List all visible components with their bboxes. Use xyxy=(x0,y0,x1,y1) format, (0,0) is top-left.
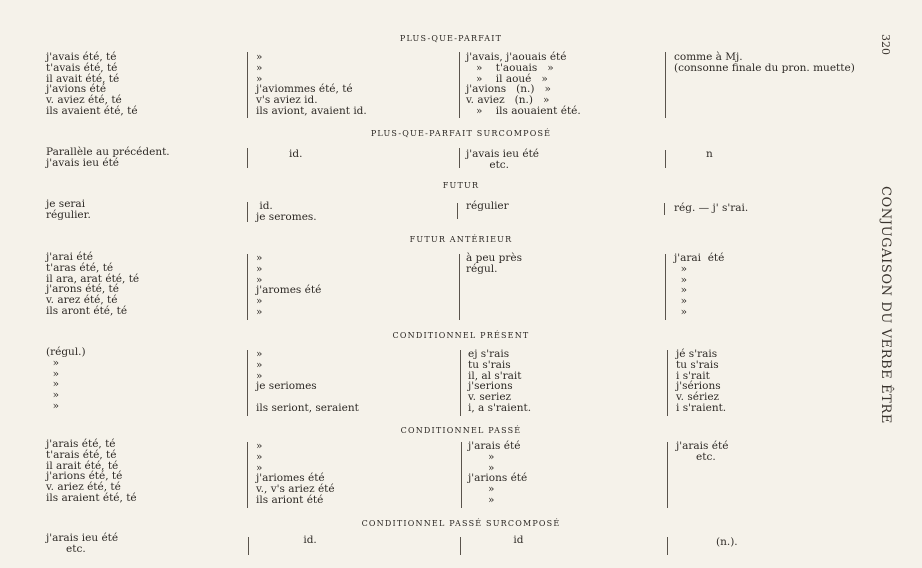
col-4-text: jé s'rais tu s'rais i s'rait j'sérions v. sériez i s'raient. xyxy=(676,348,727,414)
column-rule xyxy=(247,202,248,222)
column-rule xyxy=(460,537,461,555)
column-rule xyxy=(461,442,462,508)
column-rule xyxy=(247,350,248,416)
section-title: FUTUR ANTÉRIEUR xyxy=(409,235,513,244)
running-title: CONJUGAISON DU VERBE ÊTRE xyxy=(878,186,893,424)
col-2-text: » » » j'aromes été » » xyxy=(256,252,322,318)
col-2-text: » » » je seriomes ils seriont, seraient xyxy=(256,348,359,414)
column-rule xyxy=(667,350,668,416)
col-1-text: j'arais ieu été etc. xyxy=(46,532,119,555)
page-number: 320 xyxy=(879,34,892,55)
col-1-text: j'arai été t'aras été, té il ara, arat été, té j'arons été, té v. arez été, té ils aront été, té xyxy=(46,251,140,317)
section-title: CONDITIONNEL PRÉSENT xyxy=(392,331,530,340)
col-4-text: j'arai été » » » » » xyxy=(674,252,725,318)
col-2-text: » » » j'aviommes été, té v's aviez id. ils aviont, avaient id. xyxy=(256,51,367,117)
section-title: CONDITIONNEL PASSÉ SURCOMPOSÉ xyxy=(361,519,561,528)
col-3-text: j'arais été » » j'arions été » » xyxy=(468,440,528,506)
col-1-text: (régul.) » » » » » xyxy=(46,346,86,412)
column-rule xyxy=(247,52,248,118)
column-rule xyxy=(665,254,666,320)
column-rule xyxy=(664,203,665,215)
column-rule xyxy=(667,442,668,508)
col-2-text: id. xyxy=(300,534,317,546)
column-rule xyxy=(460,350,461,416)
column-rule xyxy=(459,148,460,168)
column-rule xyxy=(457,203,458,219)
col-2-text: id. je seromes. xyxy=(256,200,317,223)
col-3-text: j'avais ieu été etc. xyxy=(466,148,539,171)
col-3-text: id xyxy=(510,534,524,546)
section-title: PLUS-QUE-PARFAIT xyxy=(399,34,503,43)
col-4-text: j'arais été etc. xyxy=(676,440,729,463)
column-rule xyxy=(247,254,248,320)
column-rule xyxy=(665,150,666,168)
column-rule xyxy=(459,254,460,320)
column-rule xyxy=(459,52,460,118)
col-4-text: n xyxy=(706,148,713,160)
col-2-text: » » » j'ariomes été v., v's ariez été ils ariont été xyxy=(256,440,335,506)
col-4-text: rég. — j' s'rai. xyxy=(674,202,749,214)
col-1-text: j'avais été, té t'avais été, té il avait été, té j'avions été v. aviez été, té ils avaient été, té xyxy=(46,51,138,117)
col-3-text: régulier xyxy=(466,200,509,212)
col-4-text: comme à Mj. (consonne finale du pron. muette) xyxy=(674,51,855,74)
col-3-text: ej s'rais tu s'rais il, al s'rait j'serions v. seriez i, a s'raient. xyxy=(468,348,532,414)
col-1-text: Parallèle au précédent. j'avais ieu été xyxy=(46,146,170,169)
col-2-text: id. xyxy=(289,148,303,160)
column-rule xyxy=(248,537,249,555)
col-3-text: j'avais, j'aouais été » t'aouais » » il aoué » j'avions (n.) » v. aviez (n.) » » ils aouaient été. xyxy=(466,51,581,117)
col-3-text: à peu près régul. xyxy=(466,252,522,275)
col-4-text: (n.). xyxy=(716,536,738,548)
section-title: FUTUR xyxy=(442,181,480,190)
column-rule xyxy=(247,148,248,168)
section-title: CONDITIONNEL PASSÉ xyxy=(400,426,522,435)
column-rule xyxy=(665,52,666,118)
section-title: PLUS-QUE-PARFAIT SURCOMPOSÉ xyxy=(370,129,552,138)
column-rule xyxy=(247,442,248,508)
column-rule xyxy=(667,537,668,555)
col-1-text: j'arais été, té t'arais été, té il arait été, té j'arions été, té v. ariez été, té ils araient été, té xyxy=(46,438,137,504)
col-1-text: je serai régulier. xyxy=(46,198,91,221)
